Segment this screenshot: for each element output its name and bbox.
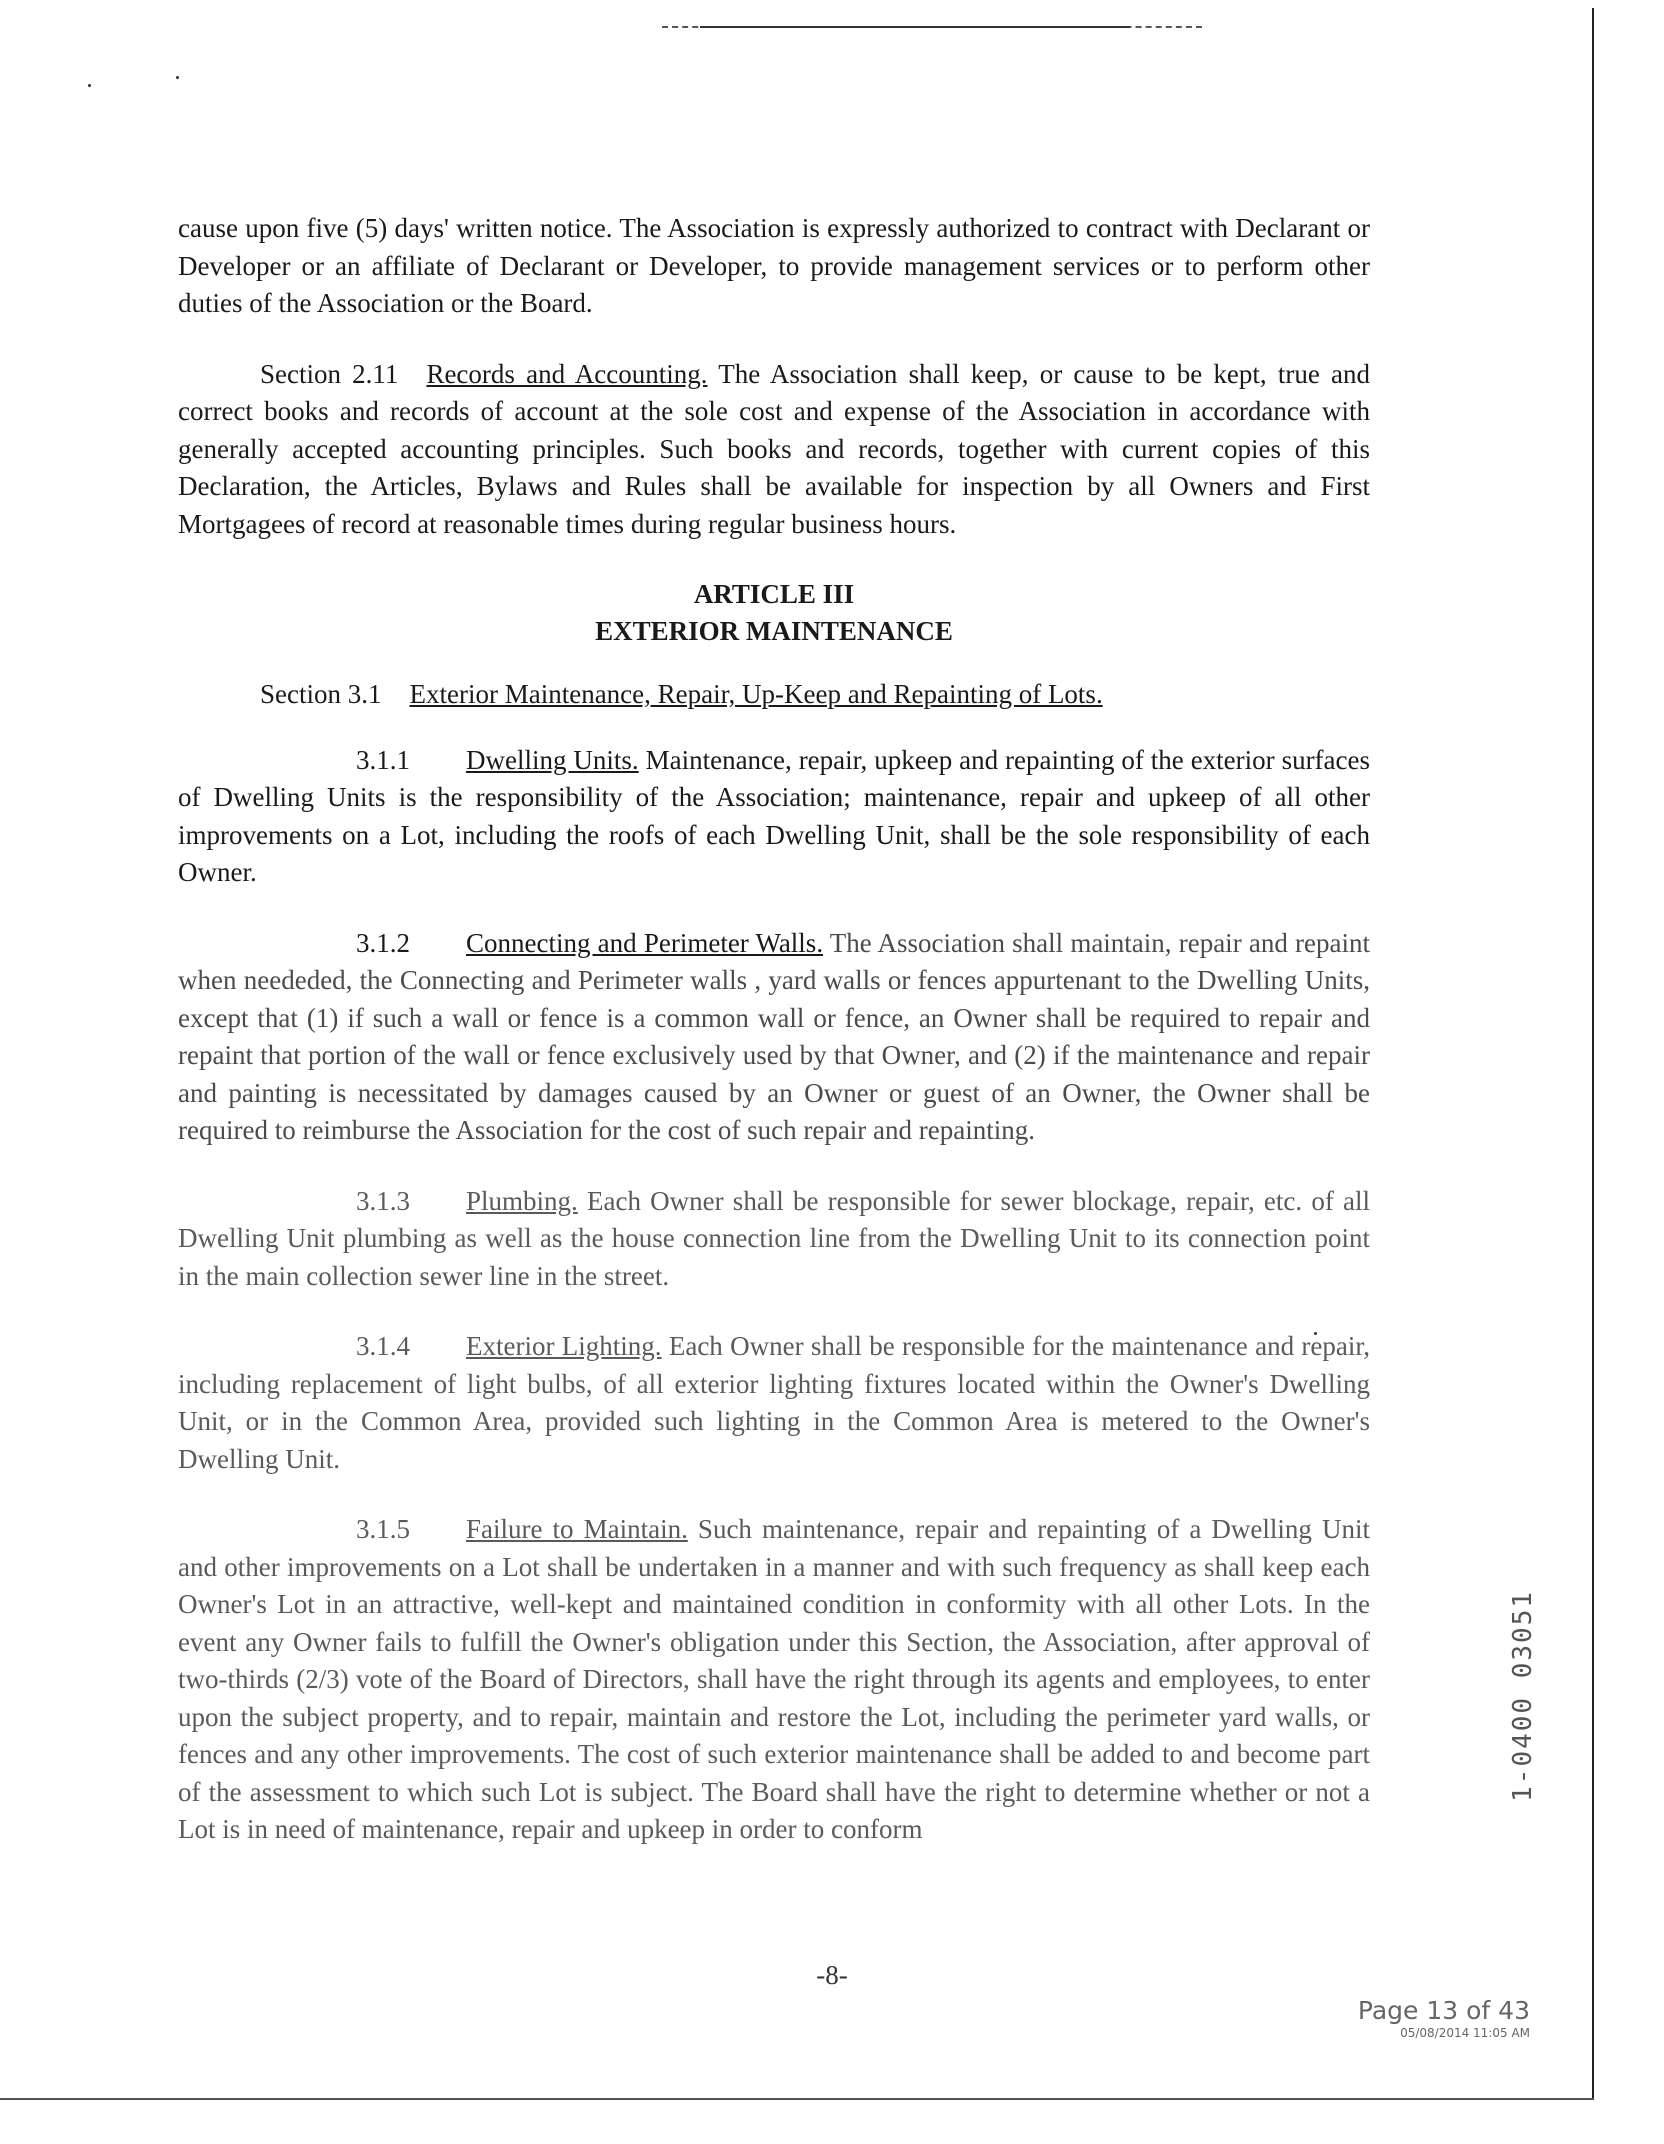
article-title: EXTERIOR MAINTENANCE — [595, 616, 953, 646]
section-number: 3.1.2 — [356, 927, 410, 958]
section-body: Each Owner shall be responsible for sewer blockage, repair, etc. of all Dwelling Unit plumbing as well as the house connection line from the Dwelling Unit to its connection point in the main collection sewer line in the street. — [178, 1185, 1371, 1291]
right-margin-rule — [1592, 8, 1594, 2098]
continuation-paragraph: cause upon five (5) days' written notice. The Association is expressly authorized to contract with Declarant or Developer or an affiliate of Declarant or Developer, to provide management services or to perform other duties of the Association or the Board. — [178, 213, 1370, 318]
section-3-1-1 — [178, 742, 1370, 892]
section-3-1-4 — [178, 1328, 1370, 1478]
section-body: The Association shall maintain, repair and repaint when neededed, the Connecting and Perimeter walls , yard walls or fences appurtenant to the Dwelling Units, except that (1) if such a wall or fence is a common wall or fence, an Owner shall be required to repair and repaint that portion of the wall or fence exclusively used by that Owner, and (2) if the maintenance and repair and painting is necessitated by damages caused by an Owner or guest of an Owner, the Owner shall be required to reimburse the Association for the cost of such repair and repainting. — [178, 927, 1371, 1145]
section-number: 3.1.4 — [356, 1331, 410, 1361]
section-body: Maintenance, repair, upkeep and repainting of the exterior surfaces of Dwelling Units is the responsibility of the Association; maintenance, repair and upkeep of all other improvements on a Lot, including the roofs of each Dwelling Unit, shall be the sole responsibility of each Owner. — [178, 744, 1371, 887]
document-id-vertical: 1-0400 03051 — [1508, 1590, 1538, 1802]
section-title: Plumbing. — [466, 1185, 578, 1216]
section-title: Failure to Maintain. — [466, 1514, 688, 1544]
section-title: Records and Accounting. — [426, 358, 708, 389]
recording-stamp — [1320, 1996, 1530, 2040]
bottom-rule — [0, 2098, 1594, 2100]
section-body: Each Owner shall be responsible for the maintenance and repair, including replacement of light bulbs, of all exterior lighting fixtures located within the Owner's Dwelling Unit, or in the Common Area, provided such lighting in the Common Area is metered to the Owner's Dwelling Unit. — [178, 1331, 1371, 1474]
document-body — [178, 210, 1370, 1882]
top-rule — [700, 26, 1130, 28]
section-title: Dwelling Units. — [466, 744, 639, 775]
scan-speck — [176, 76, 179, 79]
section-number: Section 2.11 — [260, 358, 399, 389]
stamp-page-count: Page 13 of 43 — [1357, 1996, 1530, 2025]
section-title: Exterior Lighting. — [466, 1331, 662, 1361]
section-number: 3.1.5 — [356, 1514, 410, 1544]
scan-speck — [88, 84, 91, 87]
section-title: Connecting and Perimeter Walls. — [466, 927, 824, 958]
section-3-1 — [260, 676, 1370, 714]
article-heading — [178, 576, 1370, 650]
section-title: Exterior Maintenance, Repair, Up-Keep and Repainting of Lots. — [409, 679, 1103, 709]
section-body: The Association shall keep, or cause to be kept, true and correct books and records of account at the sole cost and expense of the Association in accordance with generally accepted accounting principles. Such books and records, together with current copies of this Declaration, the Articles, Bylaws and Rules shall be available for inspection by all Owners and First Mortgagees of record at reasonable times during regular business hours. — [178, 358, 1370, 539]
section-body: Such maintenance, repair and repainting of a Dwelling Unit and other improvements on a Lot shall be undertaken in a manner and with such frequency as shall keep each Owner's Lot in an attractive, well-kept and maintained condition in conformity with all other Lots. In the event any Owner fails to fulfill the Owner's obligation under this Section, the Association, after approval of two-thirds (2/3) vote of the Board of Directors, shall have the right through its agents and employees, to enter upon the subject property, and to repair, maintain and restore the Lot, including the perimeter yard walls, or fences and any other improvements. The cost of such exterior maintenance shall be added to and become part of the assessment to which such Lot is subject. The Board shall have the right to determine whether or not a Lot is in need of maintenance, repair and upkeep in order to conform — [178, 1514, 1370, 1844]
section-number: Section 3.1 — [260, 679, 382, 709]
section-3-1-3 — [178, 1183, 1370, 1296]
section-2-11 — [178, 356, 1370, 544]
section-number: 3.1.3 — [356, 1185, 410, 1216]
section-number: 3.1.1 — [356, 744, 410, 775]
article-number: ARTICLE III — [693, 579, 855, 609]
section-3-1-5 — [178, 1511, 1370, 1849]
section-3-1-2 — [178, 925, 1370, 1150]
stamp-date: 05/08/2014 11:05 AM — [1400, 2026, 1530, 2040]
page-number: -8- — [816, 1960, 848, 1990]
